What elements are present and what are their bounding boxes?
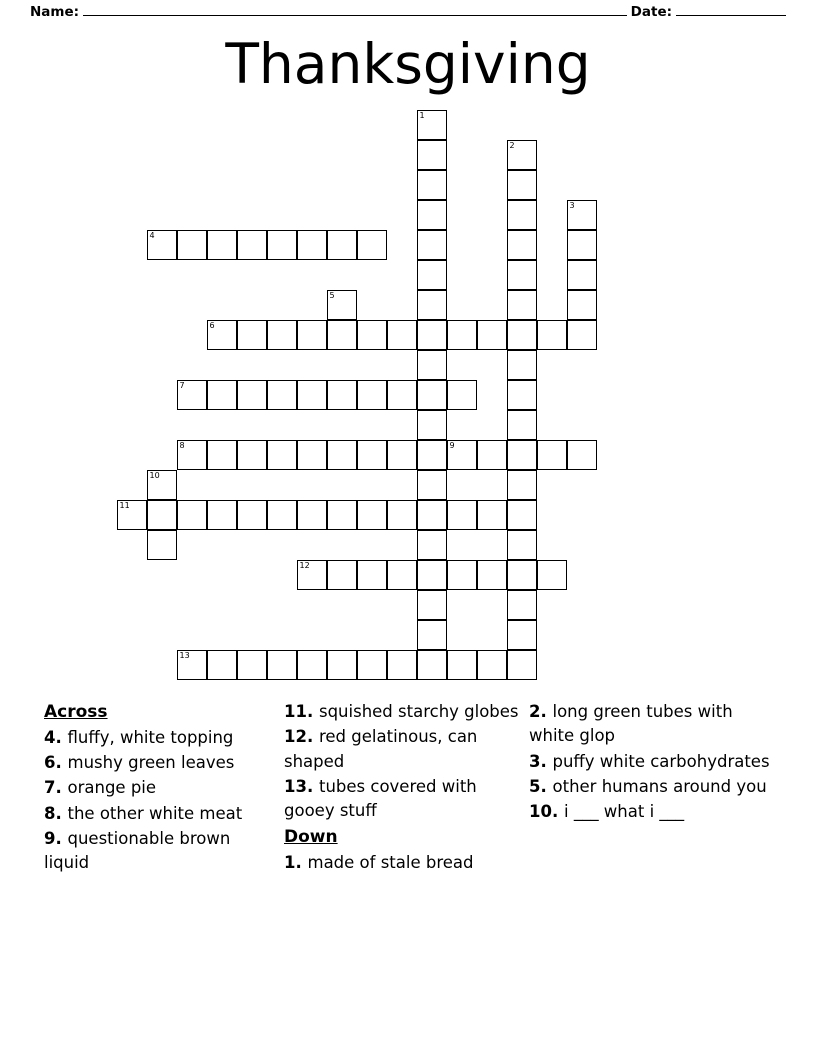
grid-cell[interactable] bbox=[417, 500, 447, 530]
grid-cell[interactable] bbox=[327, 320, 357, 350]
across-clue-text: mushy green leaves bbox=[67, 753, 235, 773]
grid-cell[interactable] bbox=[147, 230, 177, 260]
grid-cell[interactable] bbox=[477, 500, 507, 530]
grid-cell-number: 13 bbox=[179, 651, 190, 660]
grid-cell[interactable] bbox=[567, 230, 597, 260]
grid-cell[interactable] bbox=[537, 440, 567, 470]
grid-cell[interactable] bbox=[147, 470, 177, 500]
across-heading: Across bbox=[44, 702, 108, 722]
grid-cell[interactable] bbox=[507, 470, 537, 500]
grid-cell-number: 11 bbox=[119, 501, 130, 510]
grid-cell[interactable] bbox=[237, 500, 267, 530]
across-clue-number: 11. bbox=[284, 702, 319, 721]
grid-cell-number: 6 bbox=[209, 321, 215, 330]
grid-cell[interactable] bbox=[297, 440, 327, 470]
grid-cell[interactable] bbox=[507, 380, 537, 410]
across-clue-text: tubes covered with gooey stuff bbox=[284, 776, 477, 820]
grid-cell[interactable] bbox=[507, 560, 537, 590]
grid-cell[interactable] bbox=[507, 290, 537, 320]
grid-cell-number: 5 bbox=[329, 291, 335, 300]
grid-cell[interactable] bbox=[207, 440, 237, 470]
grid-cell[interactable] bbox=[207, 320, 237, 350]
grid-cell[interactable] bbox=[417, 170, 447, 200]
grid-cell[interactable] bbox=[567, 260, 597, 290]
grid-cell[interactable] bbox=[507, 620, 537, 650]
grid-cell[interactable] bbox=[387, 560, 417, 590]
grid-cell[interactable] bbox=[357, 440, 387, 470]
grid-cell[interactable] bbox=[417, 440, 447, 470]
down-clue-number: 5. bbox=[529, 776, 553, 796]
grid-cell[interactable] bbox=[447, 380, 477, 410]
grid-cell[interactable] bbox=[237, 380, 267, 410]
grid-cell[interactable] bbox=[387, 380, 417, 410]
grid-cell[interactable] bbox=[177, 440, 207, 470]
clues-column-2 bbox=[284, 700, 524, 876]
grid-cell[interactable] bbox=[327, 500, 357, 530]
grid-cell[interactable] bbox=[387, 650, 417, 680]
clues-column-1 bbox=[44, 700, 274, 876]
grid-cell[interactable] bbox=[357, 380, 387, 410]
grid-cell-number: 3 bbox=[569, 201, 575, 210]
grid-cell[interactable] bbox=[477, 560, 507, 590]
grid-cell[interactable] bbox=[117, 500, 147, 530]
grid-cell[interactable] bbox=[327, 380, 357, 410]
down-clue-number: 2. bbox=[529, 702, 553, 721]
grid-cell[interactable] bbox=[507, 650, 537, 680]
grid-cell[interactable] bbox=[297, 500, 327, 530]
across-clue bbox=[44, 776, 274, 800]
grid-cell[interactable] bbox=[297, 650, 327, 680]
grid-cell[interactable] bbox=[357, 500, 387, 530]
grid-cell[interactable] bbox=[207, 650, 237, 680]
across-clue bbox=[284, 700, 524, 724]
grid-cell-number: 10 bbox=[149, 471, 160, 480]
grid-cell[interactable] bbox=[417, 140, 447, 170]
down-clue bbox=[284, 851, 524, 875]
across-clue-text: red gelatinous, can shaped bbox=[284, 727, 478, 771]
grid-cell[interactable] bbox=[537, 320, 567, 350]
across-clue bbox=[44, 827, 274, 876]
name-blank-line[interactable] bbox=[83, 5, 627, 16]
across-clue bbox=[44, 802, 274, 826]
date-label: Date: bbox=[630, 4, 672, 20]
down-clue bbox=[529, 775, 774, 799]
grid-cell[interactable] bbox=[327, 290, 357, 320]
grid-cell[interactable] bbox=[387, 500, 417, 530]
grid-cell[interactable] bbox=[447, 560, 477, 590]
grid-cell[interactable] bbox=[267, 500, 297, 530]
grid-cell[interactable] bbox=[507, 350, 537, 380]
grid-cell[interactable] bbox=[327, 440, 357, 470]
grid-cell[interactable] bbox=[207, 230, 237, 260]
grid-cell[interactable] bbox=[387, 320, 417, 350]
grid-cell[interactable] bbox=[177, 230, 207, 260]
grid-cell[interactable] bbox=[477, 320, 507, 350]
across-clue bbox=[44, 751, 274, 775]
grid-cell[interactable] bbox=[417, 320, 447, 350]
grid-cell[interactable] bbox=[507, 170, 537, 200]
across-clue-text: the other white meat bbox=[67, 803, 243, 823]
grid-cell[interactable] bbox=[297, 320, 327, 350]
grid-cell[interactable] bbox=[267, 650, 297, 680]
grid-cell[interactable] bbox=[357, 320, 387, 350]
grid-cell[interactable] bbox=[417, 590, 447, 620]
grid-cell[interactable] bbox=[237, 650, 267, 680]
name-label: Name: bbox=[30, 4, 80, 20]
grid-cell[interactable] bbox=[567, 200, 597, 230]
grid-cell[interactable] bbox=[507, 320, 537, 350]
grid-cell[interactable] bbox=[417, 560, 447, 590]
grid-cell[interactable] bbox=[417, 620, 447, 650]
page-title: Thanksgiving bbox=[225, 32, 591, 96]
grid-cell[interactable] bbox=[267, 230, 297, 260]
down-clue-text: i ___ what i ___ bbox=[563, 802, 685, 821]
down-clue-text: long green tubes with white glop bbox=[529, 702, 733, 746]
grid-cell[interactable] bbox=[567, 290, 597, 320]
date-blank-line[interactable] bbox=[676, 5, 786, 16]
grid-cell-number: 12 bbox=[299, 561, 310, 570]
grid-cell[interactable] bbox=[417, 110, 447, 140]
grid-cell-number: 2 bbox=[509, 141, 515, 150]
grid-cell[interactable] bbox=[567, 320, 597, 350]
grid-cell[interactable] bbox=[507, 440, 537, 470]
grid-cell[interactable] bbox=[267, 440, 297, 470]
across-clue-text: orange pie bbox=[67, 778, 157, 798]
grid-cell[interactable] bbox=[417, 410, 447, 440]
down-clue bbox=[529, 800, 774, 824]
grid-cell[interactable] bbox=[477, 650, 507, 680]
down-clue-number: 3. bbox=[529, 751, 553, 771]
grid-cell[interactable] bbox=[477, 440, 507, 470]
grid-cell[interactable] bbox=[327, 560, 357, 590]
grid-cell[interactable] bbox=[357, 560, 387, 590]
grid-cell[interactable] bbox=[207, 500, 237, 530]
clues-column-3 bbox=[529, 700, 774, 825]
across-clue-number: 13. bbox=[284, 776, 319, 796]
across-clue-number: 9. bbox=[44, 828, 68, 848]
grid-cell[interactable] bbox=[417, 650, 447, 680]
across-clue-number: 12. bbox=[284, 727, 319, 747]
grid-cell[interactable] bbox=[147, 530, 177, 560]
down-clue-number: 10. bbox=[529, 802, 564, 821]
grid-cell[interactable] bbox=[357, 230, 387, 260]
student-info-line bbox=[30, 4, 786, 20]
down-heading: Down bbox=[284, 827, 338, 848]
down-clue-text: made of stale bread bbox=[307, 853, 474, 873]
grid-cell[interactable] bbox=[537, 560, 567, 590]
grid-cell[interactable] bbox=[297, 380, 327, 410]
across-clue bbox=[44, 726, 274, 750]
grid-cell[interactable] bbox=[507, 500, 537, 530]
grid-cell[interactable] bbox=[417, 530, 447, 560]
grid-cell[interactable] bbox=[267, 320, 297, 350]
grid-cell-number: 9 bbox=[449, 441, 455, 450]
grid-cell[interactable] bbox=[417, 230, 447, 260]
grid-cell[interactable] bbox=[447, 650, 477, 680]
grid-cell[interactable] bbox=[207, 380, 237, 410]
clues-section bbox=[44, 700, 774, 990]
down-clue bbox=[529, 750, 774, 774]
grid-cell[interactable] bbox=[237, 440, 267, 470]
grid-cell[interactable] bbox=[237, 230, 267, 260]
grid-cell[interactable] bbox=[417, 470, 447, 500]
across-clue bbox=[284, 725, 524, 774]
grid-cell[interactable] bbox=[507, 260, 537, 290]
grid-cell-number: 4 bbox=[149, 231, 155, 240]
grid-cell[interactable] bbox=[567, 440, 597, 470]
grid-cell[interactable] bbox=[417, 290, 447, 320]
grid-cell[interactable] bbox=[297, 230, 327, 260]
grid-cell[interactable] bbox=[507, 200, 537, 230]
across-clue bbox=[284, 775, 524, 824]
grid-cell[interactable] bbox=[507, 530, 537, 560]
across-clue-text: squished starchy globes bbox=[318, 702, 519, 721]
grid-cell[interactable] bbox=[507, 410, 537, 440]
grid-cell[interactable] bbox=[177, 380, 207, 410]
across-clue-text: fluffy, white topping bbox=[67, 727, 234, 747]
grid-cell[interactable] bbox=[237, 320, 267, 350]
grid-cell-number: 1 bbox=[419, 111, 425, 120]
grid-cell[interactable] bbox=[507, 590, 537, 620]
down-clue-text: other humans around you bbox=[552, 776, 767, 796]
crossword-grid[interactable] bbox=[0, 110, 816, 695]
across-clue-text: questionable brown liquid bbox=[44, 828, 231, 873]
across-clue-number: 4. bbox=[44, 727, 68, 747]
down-clue-text: puffy white carbohydrates bbox=[552, 751, 770, 771]
grid-cell[interactable] bbox=[267, 380, 297, 410]
grid-cell[interactable] bbox=[507, 230, 537, 260]
grid-cell[interactable] bbox=[357, 650, 387, 680]
grid-cell[interactable] bbox=[507, 140, 537, 170]
grid-cell-number: 7 bbox=[179, 381, 185, 390]
grid-cell[interactable] bbox=[177, 650, 207, 680]
across-clue-number: 6. bbox=[44, 753, 68, 773]
down-clue-number: 1. bbox=[284, 853, 308, 873]
grid-cell[interactable] bbox=[147, 500, 177, 530]
grid-cell[interactable] bbox=[417, 350, 447, 380]
grid-cell[interactable] bbox=[387, 440, 417, 470]
grid-cell[interactable] bbox=[417, 200, 447, 230]
down-clue bbox=[529, 700, 774, 749]
grid-cell[interactable] bbox=[417, 260, 447, 290]
grid-cell[interactable] bbox=[177, 500, 207, 530]
across-clue-number: 7. bbox=[44, 778, 68, 798]
grid-cell-number: 8 bbox=[179, 441, 185, 450]
grid-cell[interactable] bbox=[327, 650, 357, 680]
grid-cell[interactable] bbox=[447, 440, 477, 470]
grid-cell[interactable] bbox=[447, 500, 477, 530]
grid-cell[interactable] bbox=[447, 320, 477, 350]
across-clue-number: 8. bbox=[44, 803, 68, 823]
grid-cell[interactable] bbox=[327, 230, 357, 260]
grid-cell[interactable] bbox=[297, 560, 327, 590]
grid-cell[interactable] bbox=[417, 380, 447, 410]
